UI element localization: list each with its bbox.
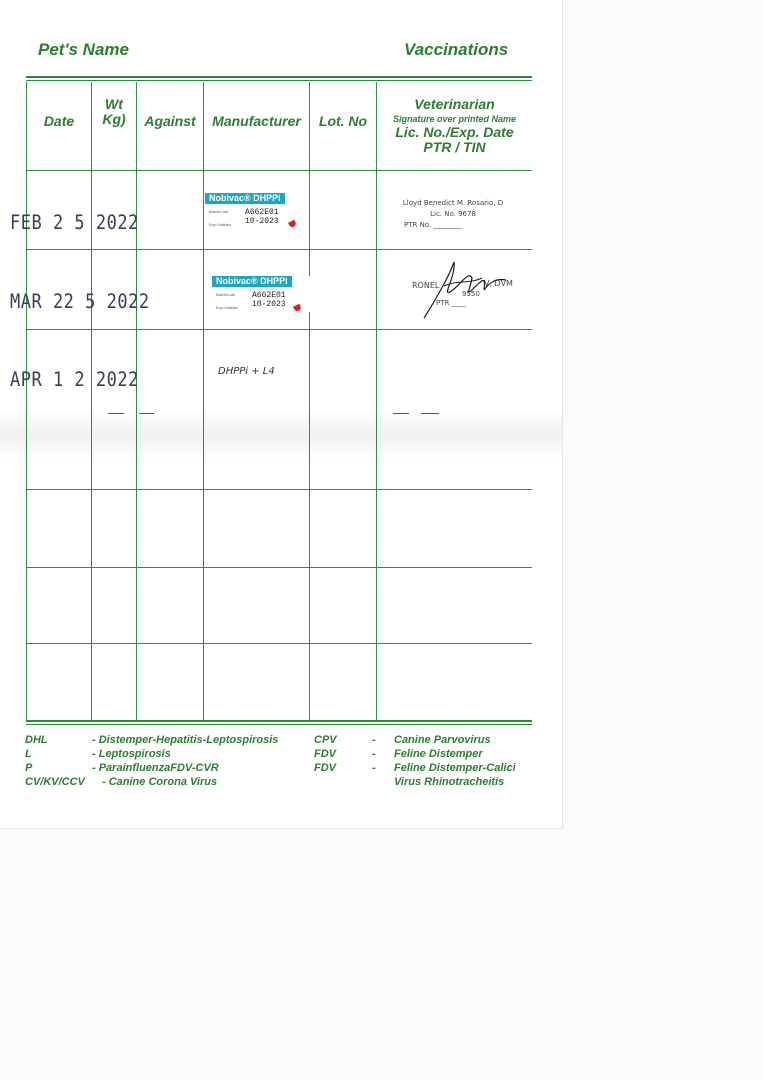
top-rule [26,76,532,78]
sticker-exp: 10-2023 [245,217,279,226]
top-rule-thin [26,80,532,81]
legend-left: DHL - Distemper-Hepatitis-Leptospirosis L - Leptospirosis P - ParainfluenzaFDV-CVR CV/KV/CCV - Canine Corona Virus [25,734,279,788]
col-header-against: Against [144,113,196,129]
sticker-brand: Nobivac® DHPPi [212,276,292,287]
bottom-rule [26,720,532,722]
vet-lic-row-1: Lic. No. 9678 [430,210,476,218]
col-header-lot: Lot. No [318,113,368,129]
legend-right: CPV - Canine Parvovirus FDV - Feline Distemper FDV - Feline Distemper-Calici Virus Rhinotracheitis [314,734,516,788]
sticker-red-mark [293,304,302,312]
vaccine-sticker-row-2: Nobivac® DHPPi Batch/Lote Exp./Validez A662E01 10-2023 [212,276,312,312]
handwritten-manufacturer-row-3: DHPPi + L4 [218,366,275,377]
row-line-1 [26,170,532,171]
vaccine-sticker-row-1: Nobivac® DHPPi Batch/Lote Exp./Validez A662E01 10-2023 [205,193,305,229]
pets-name-label: Pet's Name [38,40,129,59]
sticker-lot: A662E01 [252,291,286,300]
vet-name-row-1: Lloyd Benedict M. Rosario, D [402,199,504,207]
bottom-rule-thin [26,724,532,725]
col-line-5 [376,82,377,720]
vet-suffix-row-2: V, DVM [484,279,513,288]
date-stamp-row-2: MAR 22 5 2022 [10,290,150,314]
col-header-veterinarian: Veterinarian Signature over printed Name Lic. No./Exp. Date PTR / TIN [392,96,517,155]
row-line-2 [26,249,532,250]
vet-ptr-row-2: PTR ____ [436,299,466,307]
sticker-lot: A662E01 [245,208,279,217]
col-header-wt: Wt Kg) [102,96,126,127]
vet-lic-row-2: 9550 [462,290,480,298]
col-line-0 [26,82,27,720]
sticker-red-mark [288,220,297,228]
date-stamp-row-3: APR 1 2 2022 [10,368,139,392]
col-header-date: Date [43,113,75,129]
col-line-1 [91,82,92,720]
col-line-4 [309,82,310,720]
dash-mark [108,413,124,414]
sticker-exp: 10-2023 [252,300,286,309]
row-line-5 [26,567,532,568]
paper-fold [0,410,562,460]
dash-mark [421,413,439,414]
vet-signature-row-2 [420,256,510,322]
vet-print-row-1 [378,198,528,231]
sticker-brand: Nobivac® DHPPi [205,193,285,204]
vaccinations-title: Vaccinations [404,40,509,59]
col-line-2 [136,82,137,720]
date-stamp-row-1: FEB 2 5 2022 [10,211,139,235]
vet-name-row-2: RONEL [412,281,440,290]
col-line-3 [203,82,204,720]
vet-ptr-row-1: PTR No. ________ [404,221,462,229]
dash-mark [393,413,409,414]
dash-mark [139,413,154,414]
row-line-6 [26,643,532,644]
col-header-manufacturer: Manufacturer [212,113,301,129]
row-line-3 [26,329,532,330]
row-line-4 [26,489,532,490]
